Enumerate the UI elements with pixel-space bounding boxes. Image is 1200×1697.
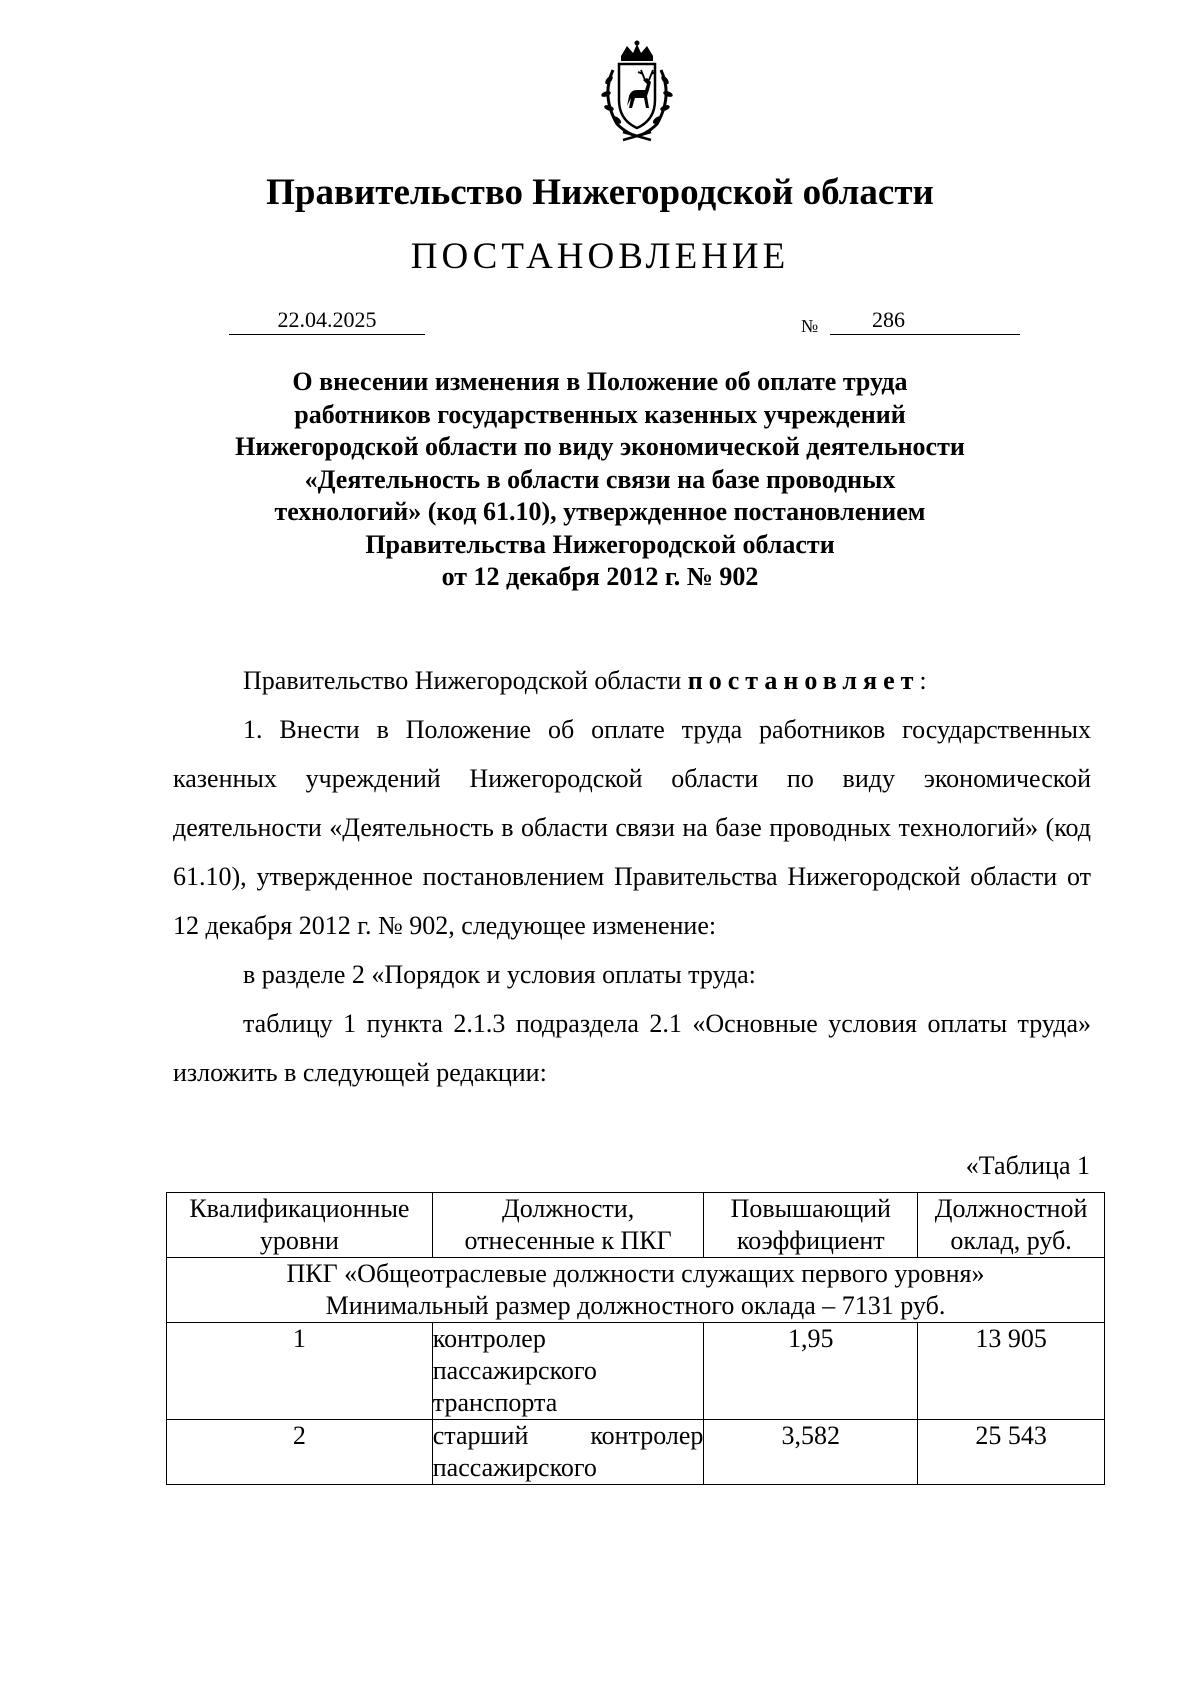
table-header-row — [167, 1193, 1105, 1258]
heading-line: О внесении изменения в Положение об оплате труда — [292, 367, 908, 396]
coefficient-cell: 3,582 — [704, 1420, 918, 1485]
group-min-salary: Минимальный размер должностного оклада – 7131 руб. — [325, 1291, 946, 1320]
position-line: старший контролер — [432, 1421, 704, 1450]
resolution-intro — [173, 656, 1091, 705]
position-cell: контролер пассажирского транспорта — [432, 1323, 704, 1420]
document-heading — [150, 366, 1050, 594]
government-title: Правительство Нижегородской области — [266, 172, 934, 213]
section-reference: в разделе 2 «Порядок и условия оплаты труда: — [243, 960, 756, 989]
heading-line: технологий» (код 61.10), утвержденное постановлением — [274, 497, 926, 526]
table-instruction: таблицу 1 пункта 2.1.3 подраздела 2.1 «Основные условия оплаты труда» изложить в следующей редакции: — [173, 1009, 1091, 1087]
position-cell: старший контролер пассажирского — [432, 1420, 704, 1485]
table-group-row — [167, 1258, 1105, 1323]
salary-table — [166, 1192, 1105, 1485]
header-cell: Повышающий коэффициент — [704, 1193, 918, 1258]
group-title: ПКГ «Общеотраслевые должности служащих первого уровня» — [286, 1259, 985, 1288]
header-cell: Должности, отнесенные к ПКГ — [432, 1193, 704, 1258]
resolves-word: постановляет — [687, 666, 920, 695]
group-cell — [167, 1258, 1105, 1323]
intro-suffix: : — [919, 666, 927, 695]
date-value: 22.04.2025 — [277, 307, 377, 332]
level-cell: 2 — [167, 1420, 433, 1485]
document-date — [229, 304, 425, 335]
intro-prefix: Правительство Нижегородской области — [243, 666, 688, 695]
number-sign: № — [801, 316, 819, 336]
header-cell: Должностной оклад, руб. — [918, 1193, 1105, 1258]
table-caption: «Таблица 1 — [965, 1151, 1090, 1180]
salary-cell: 25 543 — [918, 1420, 1105, 1485]
coefficient-cell: 1,95 — [704, 1323, 918, 1420]
heading-line: от 12 декабря 2012 г. № 902 — [441, 562, 759, 591]
heading-line: работников государственных казенных учреждений — [294, 399, 906, 429]
nizhny-novgorod-coat-of-arms-icon — [583, 40, 691, 148]
clause-1: 1. Внести в Положение об оплате труда работников государственных казенных учреждений Нижегородской области по виду экономической деятельности «Деятельность в области связи на базе проводных технологий» (код 61.10), утвержденное постановлением Правительства Нижегородской области от 12 декабря 2012 г. № 902, следующее изменение: — [173, 715, 1091, 940]
number-value: 286 — [872, 307, 905, 332]
header-cell: Квалификационные уровни — [167, 1193, 433, 1258]
table-row — [167, 1420, 1105, 1485]
document-type: ПОСТАНОВЛЕНИЕ — [410, 236, 790, 277]
document-body — [173, 656, 1091, 1097]
table-row — [167, 1323, 1105, 1420]
heading-line: Правительства Нижегородской области — [365, 529, 835, 559]
heading-line: Нижегородской области по виду экономической деятельности — [235, 432, 965, 461]
salary-cell: 13 905 — [918, 1323, 1105, 1420]
heading-line: «Деятельность в области связи на базе проводных — [304, 464, 896, 494]
document-number — [830, 304, 1020, 335]
level-cell: 1 — [167, 1323, 433, 1420]
